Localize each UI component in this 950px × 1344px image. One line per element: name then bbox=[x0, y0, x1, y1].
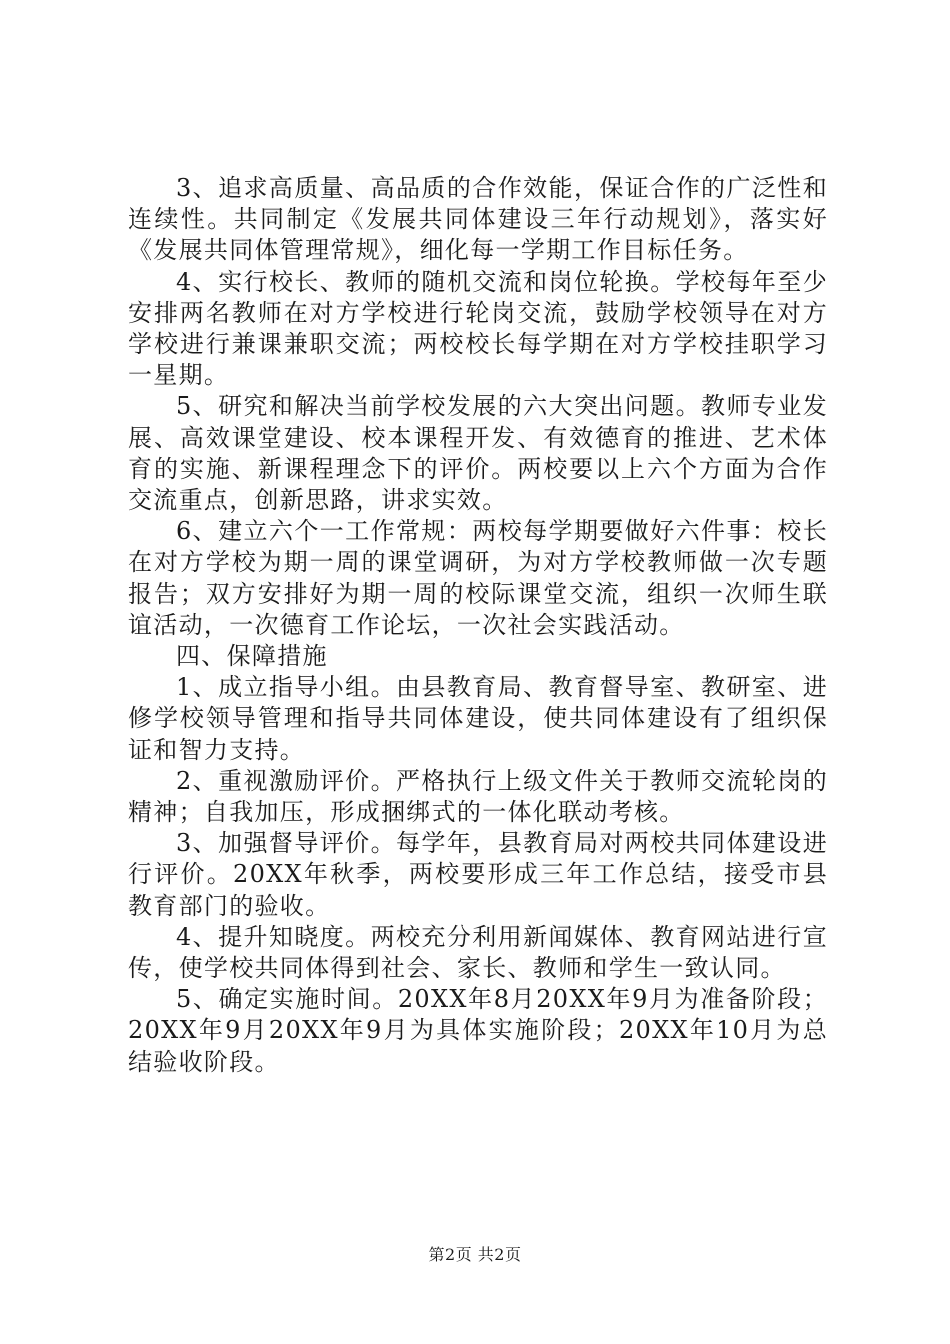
document-body bbox=[128, 173, 828, 1078]
paragraph-item-6: 6、建立六个一工作常规：两校每学期要做好六件事：校长在对方学校为期一周的课堂调研，为对方学校教师做一次专题报告；双方安排好为期一周的校际课堂交流，组织一次师生联谊活动，一次德育工作论坛，一次社会实践活动。 bbox=[128, 517, 828, 639]
paragraph-item-5: 5、研究和解决当前学校发展的六大突出问题。教师专业发展、高效课堂建设、校本课程开发、有效德育的推进、艺术体育的实施、新课程理念下的评价。两校要以上六个方面为合作交流重点，创新思路，讲求实效。 bbox=[128, 392, 828, 515]
paragraph-safeguard-2: 2、重视激励评价。严格执行上级文件关于教师交流轮岗的精神；自我加压，形成捆绑式的一体化联动考核。 bbox=[128, 766, 828, 827]
paragraph-safeguard-5: 5、确定实施时间。20XX年8月20XX年9月为准备阶段；20XX年9月20XX年9月为具体实施阶段；20XX年10月为总结验收阶段。 bbox=[128, 985, 828, 1076]
page-number-footer: 第2页 共2页 bbox=[428, 1245, 522, 1264]
paragraph-item-4: 4、实行校长、教师的随机交流和岗位轮换。学校每年至少安排两名教师在对方学校进行轮岗交流，鼓励学校领导在对方学校进行兼课兼职交流；两校校长每学期在对方学校挂职学习一星期。 bbox=[128, 267, 828, 390]
paragraph-safeguard-3: 3、加强督导评价。每学年，县教育局对两校共同体建设进行评价。20XX年秋季，两校要形成三年工作总结，接受市县教育部门的验收。 bbox=[128, 829, 828, 920]
paragraph-item-3: 3、追求高质量、高品质的合作效能，保证合作的广泛性和连续性。共同制定《发展共同体建设三年行动规划》，落实好《发展共同体管理常规》，细化每一学期工作目标任务。 bbox=[128, 174, 828, 265]
paragraph-safeguard-4: 4、提升知晓度。两校充分利用新闻媒体、教育网站进行宣传，使学校共同体得到社会、家长、教师和学生一致认同。 bbox=[128, 922, 828, 983]
section-heading-safeguards: 四、保障措施 bbox=[176, 642, 328, 671]
paragraph-safeguard-1: 1、成立指导小组。由县教育局、教育督导室、教研室、进修学校领导管理和指导共同体建设，使共同体建设有了组织保证和智力支持。 bbox=[128, 673, 828, 764]
